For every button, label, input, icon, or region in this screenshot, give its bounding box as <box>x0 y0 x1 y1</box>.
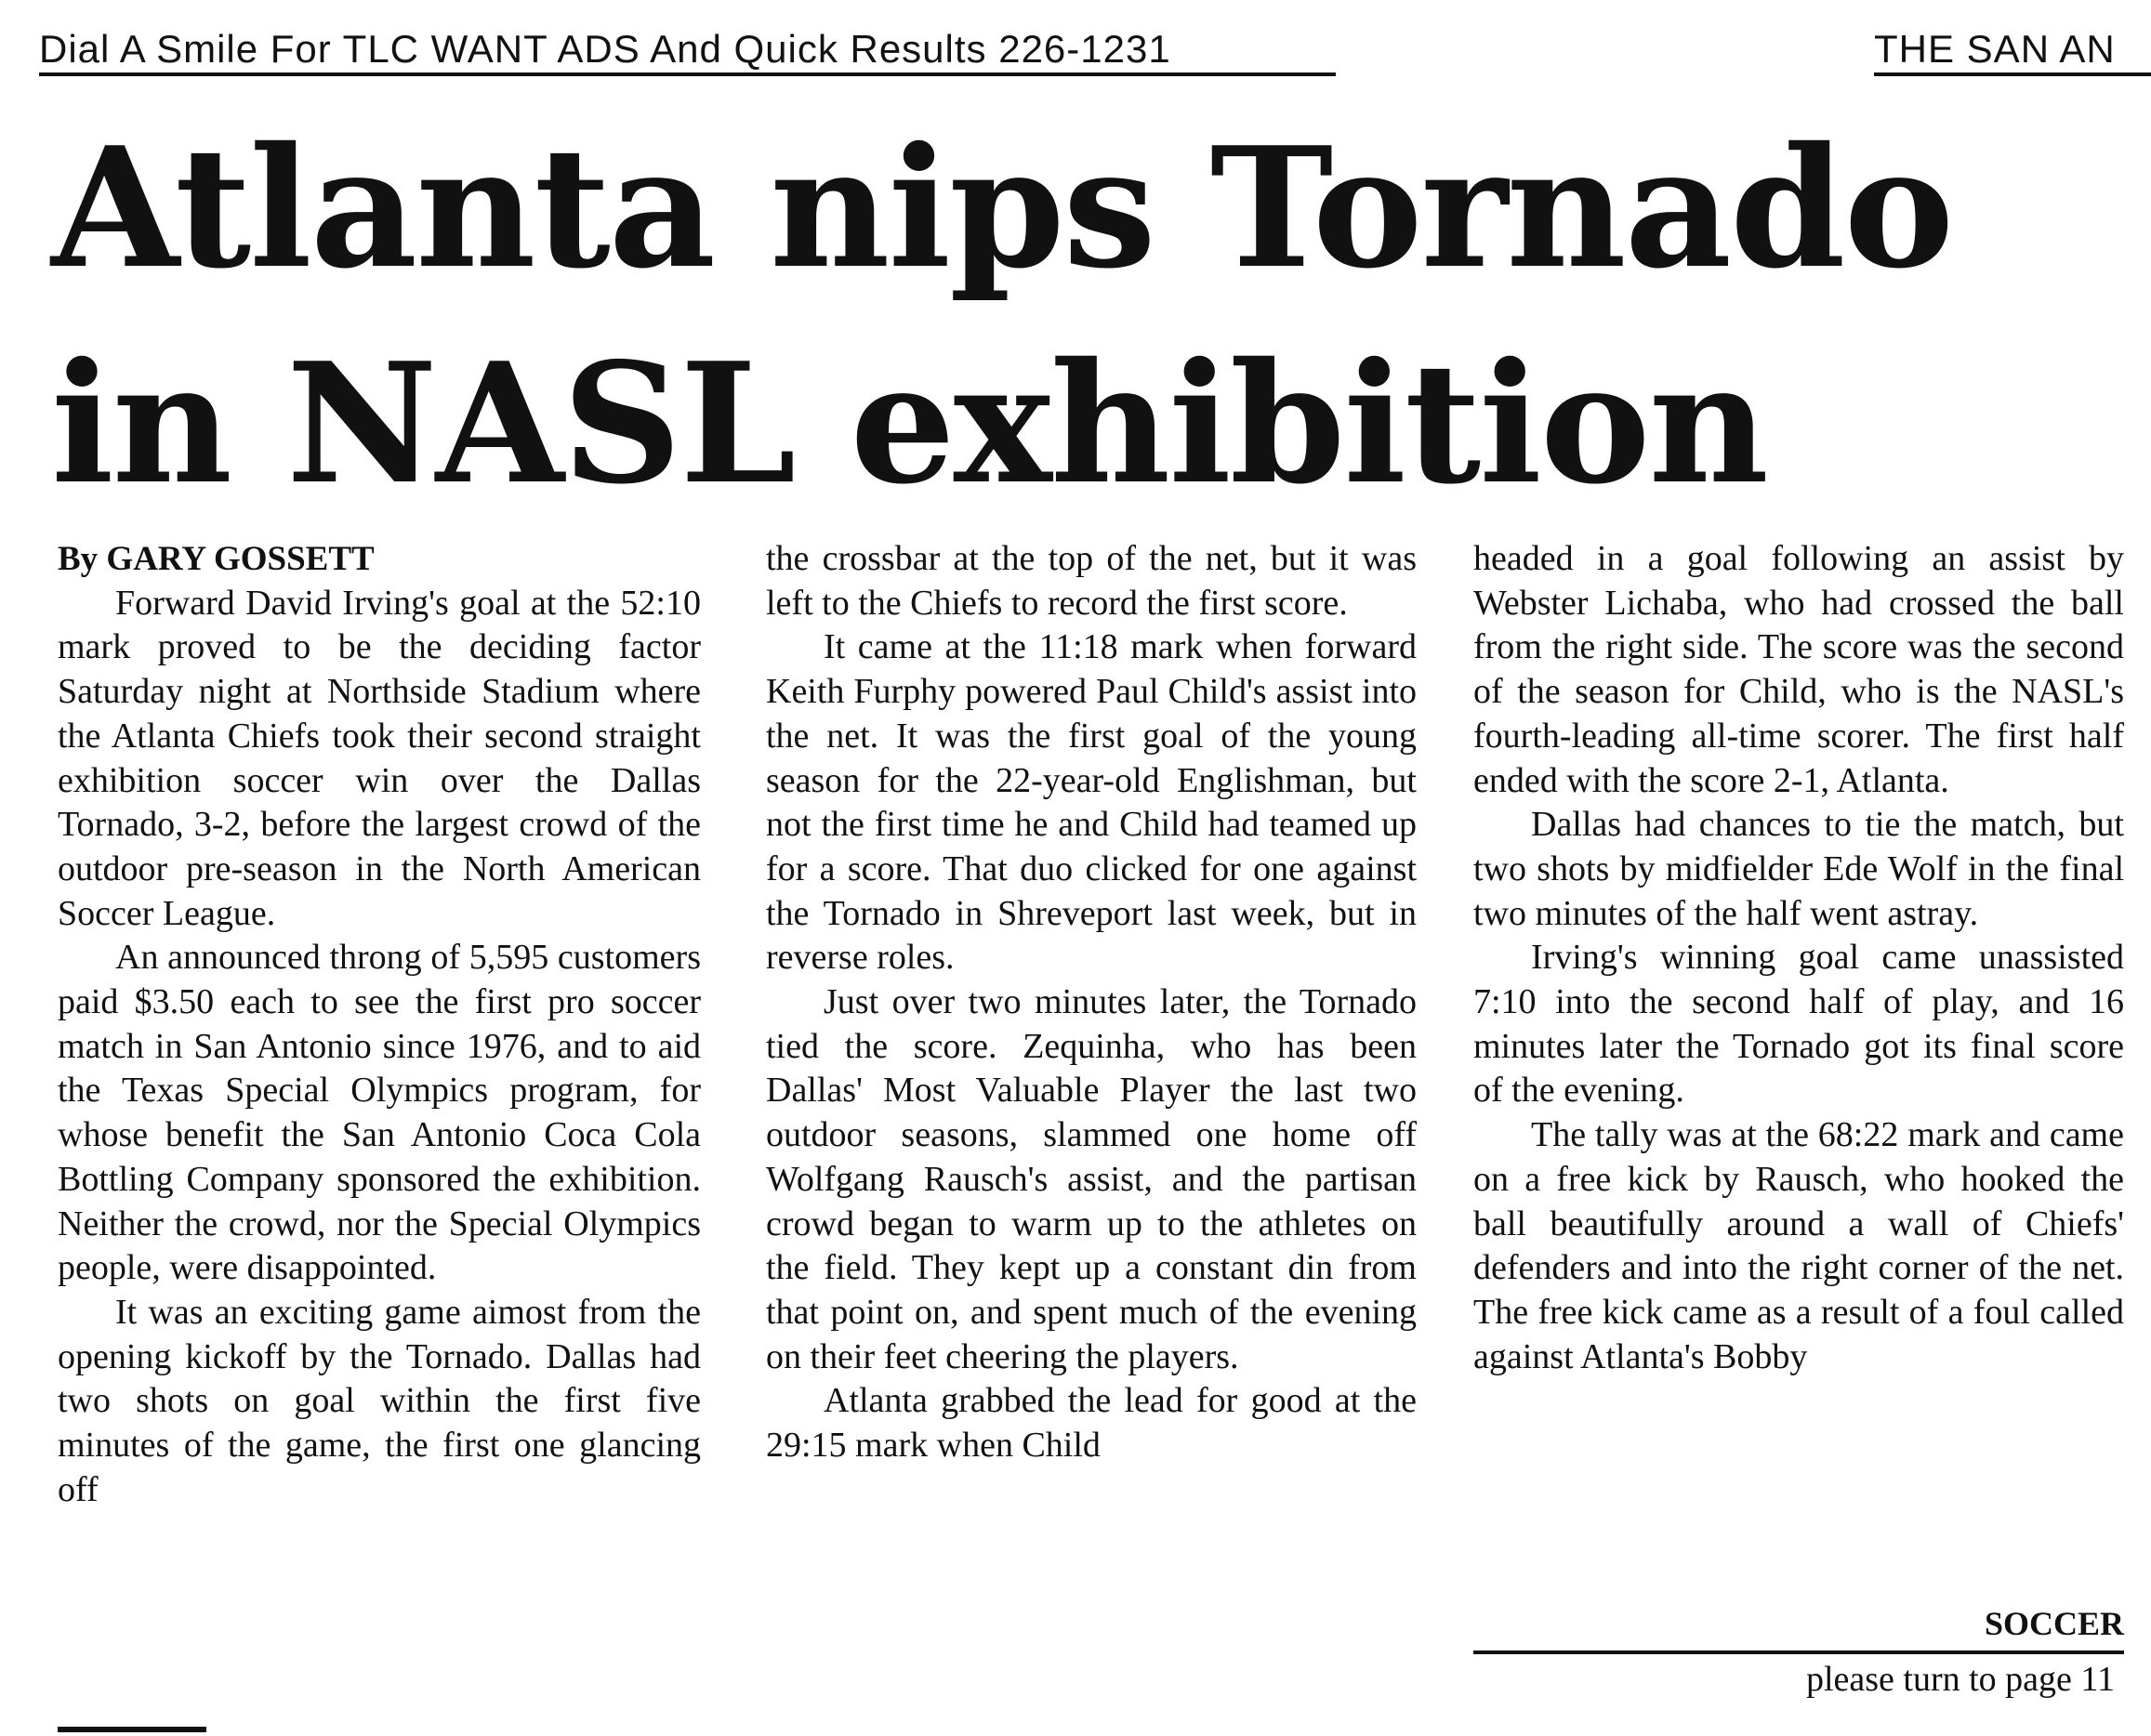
byline: By GARY GOSSETT <box>58 540 375 578</box>
classified-ad-banner: Dial A Smile For TLC WANT ADS And Quick Results 226-1231 <box>39 27 1171 71</box>
article-column-3 <box>1473 537 2124 1379</box>
jump-label: SOCCER <box>1984 1605 2124 1642</box>
masthead-strip <box>39 26 2151 82</box>
continued-note: please turn to page 11 <box>1805 1660 2115 1699</box>
paragraph: Dallas had chances to tie the match, but two shots by midfielder Ede Wolf in the final two minutes of the half went astray. <box>1473 805 2124 933</box>
paragraph: It came at the 11:18 mark when forward Keith Furphy powered Paul Child's assist into the net. It was the first goal of the young season for the 22-year-old Englishman, but not the first time he and Child had teamed up for a score. That duo clicked for one against the Tornado in Shreveport last week, but in reverse roles. <box>766 627 1417 978</box>
paragraph: Irving's winning goal came unassisted 7:10 into the second half of play, and 16 minutes later the Tornado got its final score of the evening. <box>1473 938 2124 1111</box>
headline <box>51 100 2078 532</box>
paragraph: An announced throng of 5,595 customers paid $3.50 each to see the first pro soccer match in San Antonio since 1976, and to aid the Texas Special Olympics program, for whose benefit the San Antonio Coca Cola Bottling Company sponsored the exhibition. Neither the crowd, nor the Special Olympics people, were disappointed. <box>58 938 701 1288</box>
jump-block <box>1473 1600 2124 1647</box>
article-column-1 <box>58 537 701 1512</box>
header-rule-right <box>1874 72 2151 76</box>
headline-line-1: Atlanta nips Tornado <box>51 111 1953 305</box>
headline-line-2: in NASL exhibition <box>51 326 1767 520</box>
jump-rule <box>1473 1651 2124 1654</box>
bottom-rule <box>58 1727 206 1732</box>
paragraph: headed in a goal following an assist by Webster Lichaba, who had crossed the ball from the right side. The score was the second of the season for Child, who is the NASL's fourth-leading all-time scorer. The first half ended with the score 2-1, Atlanta. <box>1473 539 2124 800</box>
header-rule <box>39 72 1336 76</box>
article-column-2 <box>766 537 1417 1468</box>
paragraph: The tally was at the 68:22 mark and came on a free kick by Rausch, who hooked the ball beautifully around a wall of Chiefs' defenders and into the right corner of the net. The free kick came as a result of a foul called against Atlanta's Bobby <box>1473 1115 2124 1376</box>
paragraph: Just over two minutes later, the Tornado tied the score. Zequinha, who has been Dallas' Most Valuable Player the last two outdoor seasons, slammed one home off Wolfgang Rausch's assist, and the partisan crowd began to warm up to the athletes on the field. They kept up a constant din from that point on, and spent much of the evening on their feet cheering the players. <box>766 982 1417 1376</box>
paragraph: Atlanta grabbed the lead for good at the 29:15 mark when Child <box>766 1381 1417 1466</box>
newspaper-name-fragment: THE SAN AN <box>1874 27 2116 71</box>
paragraph: It was an exciting game aimost from the opening kickoff by the Tornado. Dallas had two shots on goal within the first five minutes of the game, the first one glancing off <box>58 1292 701 1509</box>
paragraph: Forward David Irving's goal at the 52:10 mark proved to be the deciding factor Saturday night at Northside Stadium where the Atlanta Chiefs took their second straight exhibition soccer win over the Dallas Tornado, 3-2, before the largest crowd of the outdoor pre-season in the North American Soccer League. <box>58 583 701 933</box>
paragraph: the crossbar at the top of the net, but it was left to the Chiefs to record the first score. <box>766 539 1417 623</box>
